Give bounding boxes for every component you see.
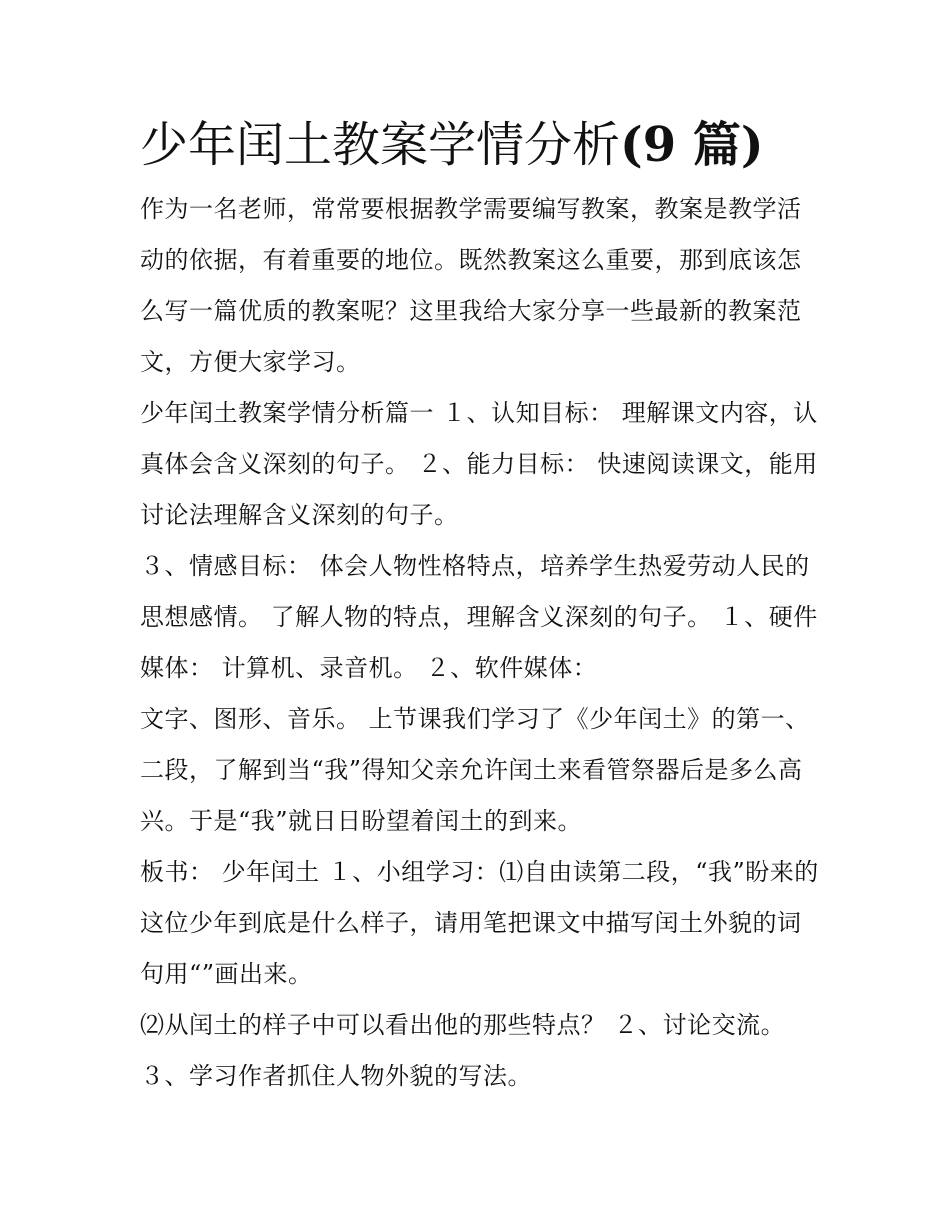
emotion-media-paragraph: ３、情感目标： 体会人物性格特点，培养学生热爱劳动人民的思想感情。 了解人物的特点，理解含义深刻的句子。 １、硬件媒体： 计算机、录音机。 ２、软件媒体： [140,552,818,682]
review-paragraph: 文字、图形、音乐。 上节课我们学习了《少年闰土》的第一、二段，了解到当“我”得知父亲允许闰土来看管祭器后是多么高兴。于是“我”就日日盼望着闰土的到来。 [140,705,810,835]
intro-paragraph: 作为一名老师，常常要根据教学需要编写教案，教案是教学活动的依据，有着重要的地位。既然教案这么重要，那到底该怎么写一篇优质的教案呢？这里我给大家分享一些最新的教案范文，方便大家学习。 [140,195,802,376]
title-suffix: (9 篇) [620,117,764,173]
objectives-paragraph: 少年闰土教案学情分析篇一 １、认知目标： 理解课文内容，认真体会含义深刻的句子。 ２、能力目标： 快速阅读课文，能用讨论法理解含义深刻的句子。 [140,399,818,529]
document-title [140,110,830,180]
writing-method-paragraph: ３、学习作者抓住人物外貌的写法。 [140,1062,532,1090]
discussion-paragraph: ⑵从闰土的样子中可以看出他的那些特点？ ２、讨论交流。 [140,1011,786,1039]
blackboard-paragraph: 板书： 少年闰土 １、小组学习：⑴自由读第二段，“我”盼来的这位少年到底是什么样子，请用笔把课文中描写闰土外貌的词句用“”画出来。 [140,858,819,988]
title-main: 少年闰土教案学情分析 [140,117,621,173]
